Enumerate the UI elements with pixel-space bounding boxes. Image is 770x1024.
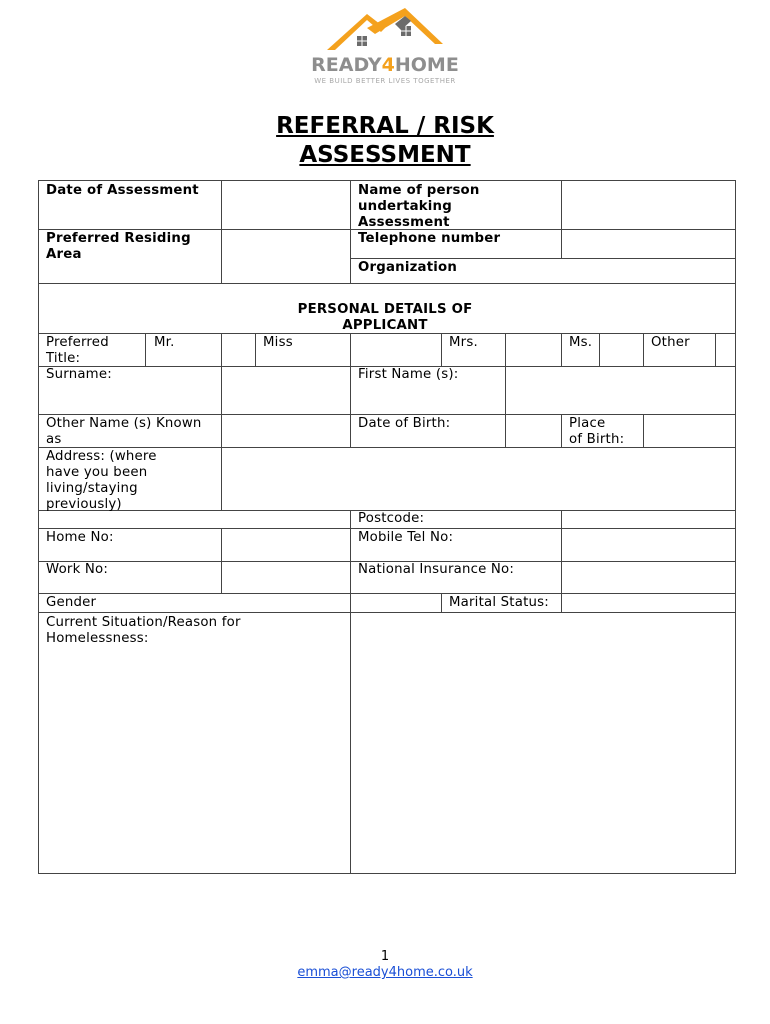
telephone-number-label: Telephone number [358,231,501,246]
organization-field[interactable] [562,259,734,282]
title-other-checkbox[interactable] [716,334,734,365]
other-names-field[interactable] [222,415,349,446]
national-insurance-label: National Insurance No: [358,562,515,577]
preferred-title-label: Preferred Title: [46,335,109,366]
date-of-assessment-field[interactable] [222,181,349,228]
address-label: Address: (where have you been living/staying previously) [46,449,157,512]
rule [643,333,644,366]
rule [38,180,39,874]
date-of-assessment-label: Date of Assessment [46,183,199,198]
assessor-name-label: Name of person undertaking Assessment [358,183,480,230]
marital-status-label: Marital Status: [449,595,549,610]
marital-status-field[interactable] [562,594,734,611]
title-mr-checkbox[interactable] [222,334,254,365]
place-of-birth-field[interactable] [644,415,734,446]
personal-details-heading: PERSONAL DETAILS OF APPLICANT [297,302,473,333]
title-option-miss: Miss [263,335,293,350]
title-option-other: Other [651,335,690,350]
home-no-label: Home No: [46,530,114,545]
place-of-birth-label: Place of Birth: [569,416,625,447]
date-of-birth-field[interactable] [506,415,560,446]
preferred-residing-area-field[interactable] [222,230,349,282]
surname-field[interactable] [222,367,349,413]
rule [350,180,351,283]
rule [350,366,351,447]
first-name-field[interactable] [506,367,734,413]
title-mrs-checkbox[interactable] [506,334,560,365]
mobile-tel-field[interactable] [562,529,734,560]
brand-tagline: WE BUILD BETTER LIVES TOGETHER [314,77,456,85]
title-line-1: REFERRAL / RISK [276,113,494,139]
organization-label: Organization [358,260,458,275]
rule [735,180,736,874]
page-number: 1 [380,949,390,964]
address-field[interactable] [222,448,734,509]
rule [38,873,735,874]
postcode-field[interactable] [562,511,734,527]
date-of-birth-label: Date of Birth: [358,416,451,431]
brand-name: READY4HOME [311,54,459,76]
title-option-mr: Mr. [154,335,175,350]
title-line-2: ASSESSMENT [299,142,471,168]
rule [38,414,735,415]
mobile-tel-label: Mobile Tel No: [358,530,454,545]
national-insurance-field[interactable] [562,562,734,592]
rule [441,593,442,612]
other-names-label: Other Name (s) Known as [46,416,202,447]
title-ms-checkbox[interactable] [600,334,642,365]
rule [561,333,562,366]
telephone-number-field[interactable] [562,230,734,257]
contact-email-link[interactable]: emma@ready4home.co.uk [297,965,473,980]
rule [255,333,256,366]
home-no-field[interactable] [222,529,349,560]
preferred-residing-area-label: Preferred Residing Area [46,231,191,262]
work-no-field[interactable] [222,562,349,592]
rule [561,414,562,447]
gender-label: Gender [46,595,97,610]
title-miss-checkbox[interactable] [351,334,440,365]
current-situation-field[interactable] [351,613,734,872]
work-no-label: Work No: [46,562,109,577]
rule [350,510,351,593]
current-situation-label: Current Situation/Reason for Homelessness: [46,615,241,646]
assessor-name-field[interactable] [562,181,734,228]
rule [38,283,735,284]
surname-label: Surname: [46,367,112,382]
title-option-mrs: Mrs. [449,335,478,350]
rule [441,333,442,366]
rule [145,333,146,366]
postcode-label: Postcode: [358,511,425,526]
title-option-ms: Ms. [569,335,593,350]
gender-field[interactable] [351,594,440,611]
first-name-label: First Name (s): [358,367,459,382]
